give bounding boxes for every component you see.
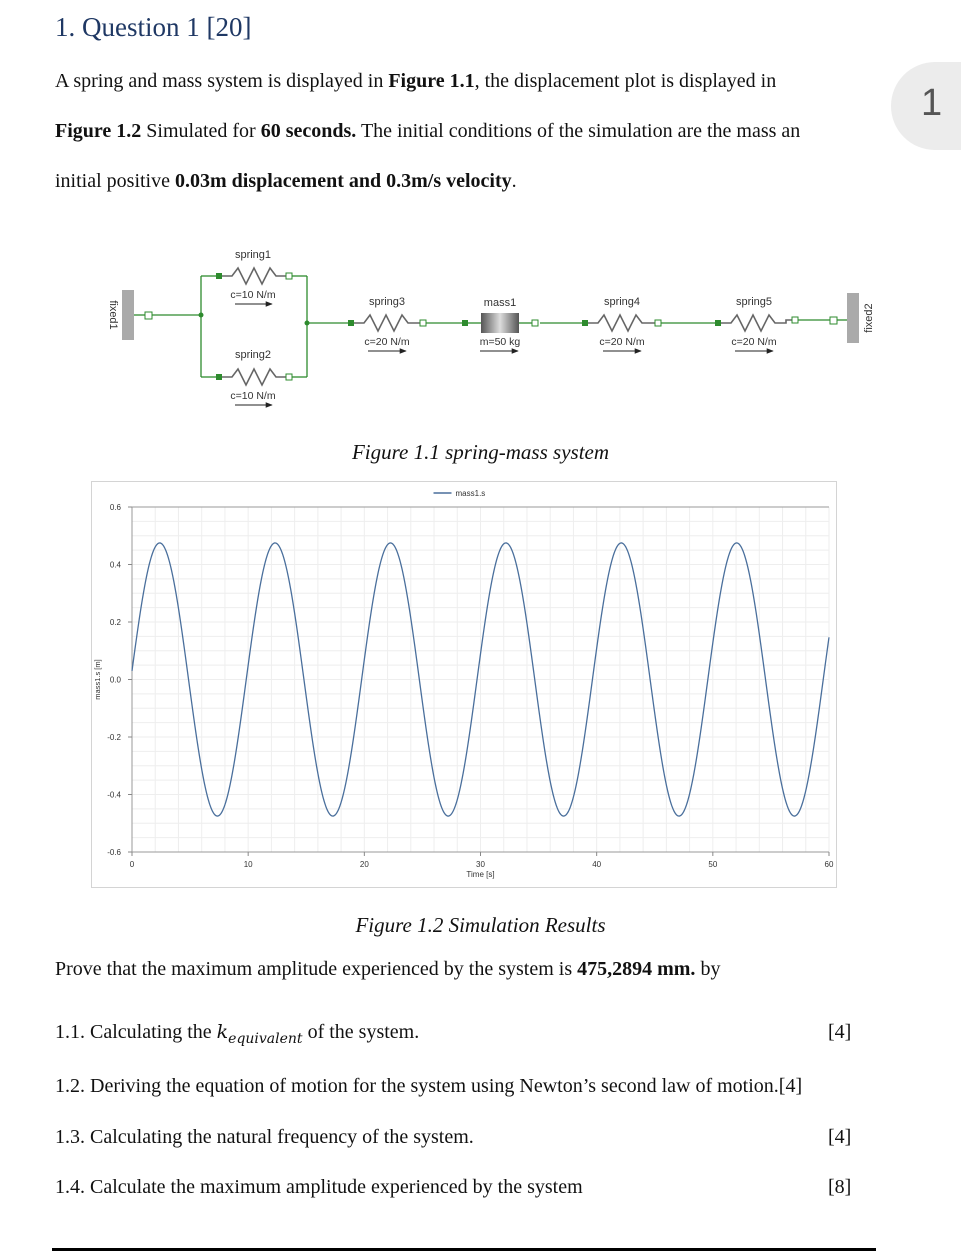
spring5-component	[715, 296, 798, 351]
spring2-param: c=10 N/m	[230, 390, 276, 402]
legend-label: mass1.s	[455, 489, 486, 498]
question-number: 1.1.	[55, 1021, 85, 1043]
spring2-component	[216, 349, 292, 405]
prove-text: Prove that the maximum amplitude experienced by the system is	[55, 958, 578, 980]
spring2-name: spring2	[234, 349, 272, 361]
page-number: 1	[921, 82, 943, 124]
y-tick-label: 0.4	[109, 560, 121, 570]
mass1-param: m=50 kg	[479, 336, 521, 348]
spring1-param: c=10 N/m	[230, 289, 276, 301]
figure-1-2-caption: Figure 1.2 Simulation Results	[355, 913, 606, 937]
mass1-name: mass1	[483, 297, 517, 309]
intro-text: initial positive	[55, 170, 175, 192]
x-tick-label: 60	[824, 860, 834, 869]
fixed1-support	[107, 290, 134, 340]
question-text: Calculate the maximum amplitude experienced by the system	[90, 1176, 583, 1198]
fixed2-support	[847, 293, 875, 343]
figure-1-1-caption: Figure 1.1 spring-mass system	[351, 440, 610, 464]
figure-ref: Figure 1.2	[55, 120, 142, 142]
x-tick-label: 50	[708, 860, 718, 869]
y-tick-label: -0.2	[107, 733, 121, 742]
prove-statement	[55, 958, 875, 981]
question-1-4	[55, 1176, 583, 1199]
question-1-4-marks: [8]	[828, 1176, 852, 1198]
x-axis-label: Time [s]	[466, 870, 495, 879]
intro-text: A spring and mass system is displayed in	[55, 70, 389, 92]
intro-text: The initial conditions of the simulation are the mass an	[356, 120, 801, 142]
spring3-param: c=20 N/m	[364, 336, 410, 348]
figure-ref: Figure 1.1	[388, 70, 475, 92]
fixed1-label: fixed1	[107, 300, 119, 330]
y-axis-label: mass1.s [m]	[93, 659, 102, 700]
max-amplitude-value: 475,2894 mm.	[577, 958, 696, 980]
chart-svg	[92, 482, 836, 887]
x-tick-label: 40	[592, 860, 602, 869]
k-symbol: k	[216, 1021, 229, 1043]
question-1-1-marks: [4]	[828, 1021, 852, 1043]
y-tick-label: 0.0	[109, 675, 121, 685]
question-number: 1.2.	[55, 1075, 85, 1097]
spring3-component	[348, 296, 426, 351]
bottom-rule	[52, 1248, 876, 1251]
k-equivalent-symbol	[216, 1021, 303, 1047]
x-tick-label: 0	[129, 860, 135, 869]
spring5-param: c=20 N/m	[731, 336, 777, 348]
question-heading: 1. Question 1 [20]	[55, 12, 252, 42]
spring4-component	[582, 296, 661, 351]
intro-line-1	[55, 70, 875, 93]
spring1-name: spring1	[234, 249, 272, 261]
spring5-name: spring5	[735, 296, 773, 308]
question-text: Calculating the	[90, 1021, 217, 1043]
x-tick-label: 30	[476, 860, 485, 869]
intro-text: .	[511, 170, 517, 192]
question-text: Deriving the equation of motion for the system using Newton’s second law of motion.	[90, 1075, 779, 1097]
y-tick-label: 0.2	[109, 618, 121, 627]
question-1-3	[55, 1126, 474, 1149]
y-tick-label: -0.6	[107, 848, 121, 857]
y-tick-label: -0.4	[107, 790, 121, 800]
page-number-badge	[891, 62, 961, 150]
spring1-component	[216, 249, 292, 304]
question-1-1	[55, 1021, 419, 1047]
question-text: Calculating the natural frequency of the system.	[90, 1126, 474, 1148]
question-1-2	[55, 1075, 802, 1098]
prove-text: by	[695, 958, 721, 980]
intro-text: , the displacement plot is displayed in	[474, 70, 777, 92]
initial-conditions: 0.03m displacement and 0.3m/s velocity	[175, 170, 512, 192]
intro-text: Simulated for	[141, 120, 261, 142]
spring3-name: spring3	[368, 296, 406, 308]
k-subscript: equivalent	[228, 1030, 303, 1047]
question-number: 1.4.	[55, 1176, 85, 1198]
question-1-2-marks: [4]	[778, 1075, 803, 1097]
fixed2-label: fixed2	[863, 303, 875, 333]
spring4-param: c=20 N/m	[599, 336, 645, 348]
intro-line-3	[55, 170, 875, 193]
x-tick-label: 10	[243, 860, 253, 869]
intro-line-2	[55, 120, 875, 143]
question-number: 1.3.	[55, 1126, 85, 1148]
question-1-3-marks: [4]	[828, 1126, 852, 1148]
mass1-component	[462, 297, 538, 351]
spring-mass-diagram	[90, 240, 890, 415]
y-tick-label: 0.6	[109, 503, 121, 512]
duration-text: 60 seconds.	[260, 120, 357, 142]
simulation-chart	[91, 481, 837, 888]
x-tick-label: 20	[359, 860, 369, 869]
spring4-name: spring4	[603, 296, 641, 308]
question-text: of the system.	[302, 1021, 420, 1043]
